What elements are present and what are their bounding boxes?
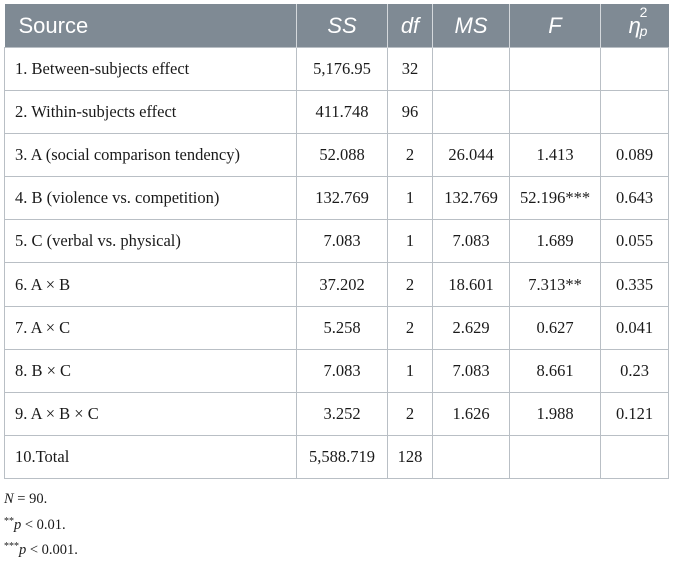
cell-eta: 0.089	[601, 134, 669, 177]
cell-ms	[433, 48, 510, 91]
note-significance-001: ***p < 0.001.	[4, 541, 78, 558]
table-notes	[4, 488, 78, 562]
cell-ss: 5,588.719	[297, 435, 388, 478]
cell-df: 2	[388, 134, 433, 177]
table-row	[5, 91, 669, 134]
cell-ms: 1.626	[433, 392, 510, 435]
cell-df: 1	[388, 220, 433, 263]
cell-ms: 7.083	[433, 349, 510, 392]
cell-f	[510, 48, 601, 91]
cell-ss: 37.202	[297, 263, 388, 306]
table-row	[5, 306, 669, 349]
cell-eta	[601, 48, 669, 91]
cell-ss: 411.748	[297, 91, 388, 134]
cell-f	[510, 91, 601, 134]
header-ms: MS	[433, 4, 510, 48]
table-row	[5, 134, 669, 177]
cell-f: 8.661	[510, 349, 601, 392]
header-ss: SS	[297, 4, 388, 48]
cell-eta: 0.121	[601, 392, 669, 435]
header-df: df	[388, 4, 433, 48]
cell-eta: 0.041	[601, 306, 669, 349]
cell-source: 10.Total	[5, 435, 297, 478]
cell-df: 96	[388, 91, 433, 134]
header-partial-eta-squared	[601, 4, 669, 48]
cell-ss: 5,176.95	[297, 48, 388, 91]
cell-source: 4. B (violence vs. competition)	[5, 177, 297, 220]
anova-table-container	[4, 4, 668, 479]
cell-source: 6. A × B	[5, 263, 297, 306]
cell-f: 7.313**	[510, 263, 601, 306]
cell-ss: 52.088	[297, 134, 388, 177]
cell-eta: 0.055	[601, 220, 669, 263]
cell-ms: 26.044	[433, 134, 510, 177]
cell-source: 7. A × C	[5, 306, 297, 349]
cell-ms: 2.629	[433, 306, 510, 349]
cell-f	[510, 435, 601, 478]
eta-superscript: 2	[639, 3, 648, 20]
table-row	[5, 48, 669, 91]
table-row	[5, 263, 669, 306]
cell-ms: 18.601	[433, 263, 510, 306]
cell-source: 3. A (social comparison tendency)	[5, 134, 297, 177]
cell-ms: 132.769	[433, 177, 510, 220]
cell-eta	[601, 91, 669, 134]
note-sample-size: N = 90.	[4, 491, 48, 507]
cell-df: 2	[388, 263, 433, 306]
cell-ms	[433, 435, 510, 478]
header-source: Source	[5, 4, 297, 48]
cell-ms	[433, 91, 510, 134]
cell-eta	[601, 435, 669, 478]
cell-f: 1.413	[510, 134, 601, 177]
note-significance-01: **p < 0.01.	[4, 515, 66, 533]
table-row	[5, 177, 669, 220]
table-row	[5, 435, 669, 478]
table-row	[5, 220, 669, 263]
cell-source: 2. Within-subjects effect	[5, 91, 297, 134]
cell-eta: 0.23	[601, 349, 669, 392]
table-row	[5, 392, 669, 435]
cell-ss: 3.252	[297, 392, 388, 435]
cell-ss: 7.083	[297, 349, 388, 392]
cell-f: 0.627	[510, 306, 601, 349]
cell-source: 5. C (verbal vs. physical)	[5, 220, 297, 263]
anova-table	[4, 4, 669, 479]
eta-symbol: η	[628, 12, 641, 38]
table-row	[5, 349, 669, 392]
cell-ss: 132.769	[297, 177, 388, 220]
cell-source: 8. B × C	[5, 349, 297, 392]
cell-df: 1	[388, 349, 433, 392]
cell-eta: 0.643	[601, 177, 669, 220]
cell-source: 9. A × B × C	[5, 392, 297, 435]
header-f: F	[510, 4, 601, 48]
cell-f: 1.988	[510, 392, 601, 435]
cell-df: 32	[388, 48, 433, 91]
cell-f: 52.196***	[510, 177, 601, 220]
cell-source: 1. Between-subjects effect	[5, 48, 297, 91]
cell-ss: 7.083	[297, 220, 388, 263]
cell-df: 2	[388, 392, 433, 435]
cell-df: 2	[388, 306, 433, 349]
eta-subscript: p	[639, 22, 648, 39]
cell-f: 1.689	[510, 220, 601, 263]
cell-ss: 5.258	[297, 306, 388, 349]
cell-ms: 7.083	[433, 220, 510, 263]
header-row	[5, 4, 669, 48]
cell-eta: 0.335	[601, 263, 669, 306]
cell-df: 128	[388, 435, 433, 478]
cell-df: 1	[388, 177, 433, 220]
table-body	[5, 48, 669, 479]
